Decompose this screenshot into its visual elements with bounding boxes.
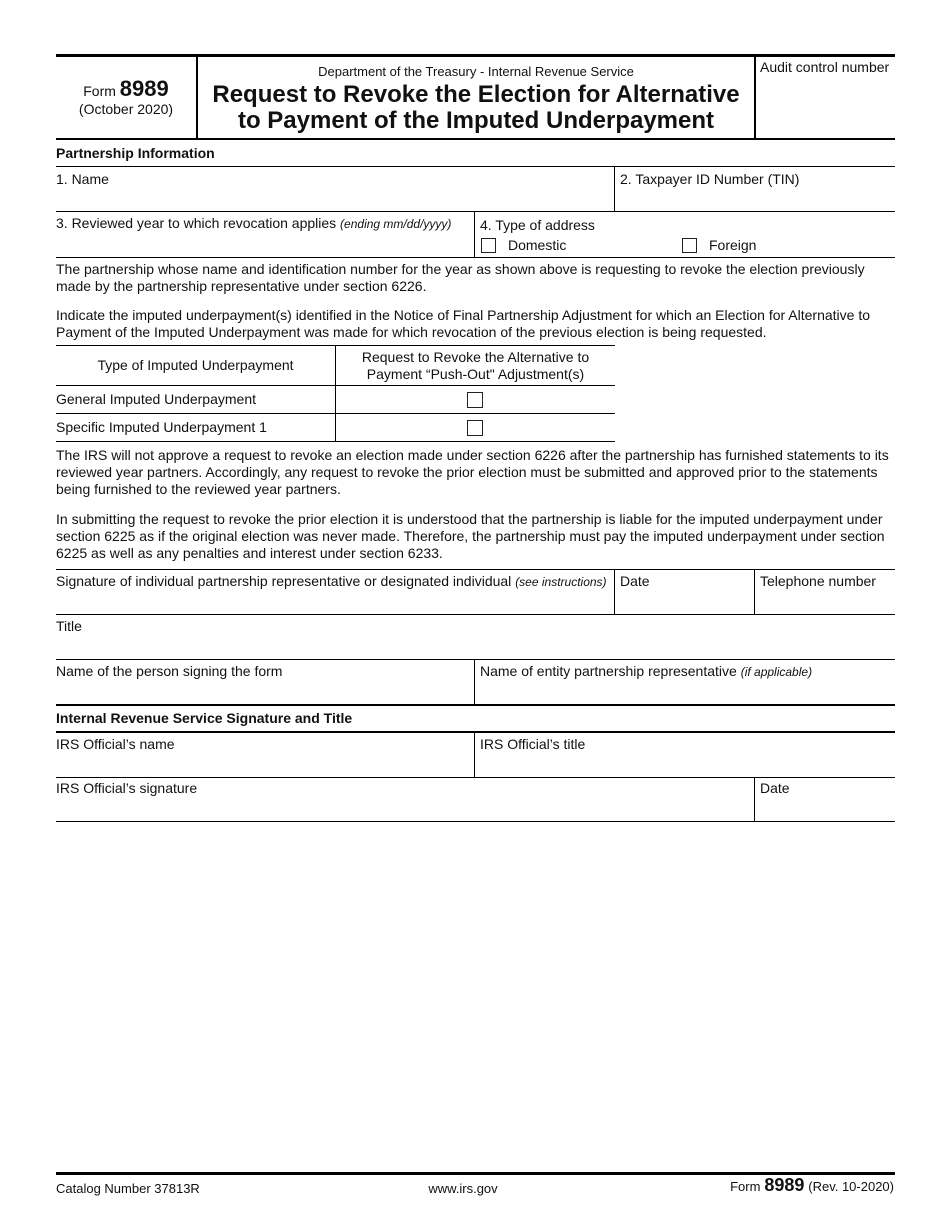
foreign-label: Foreign: [709, 237, 757, 253]
rule: [56, 821, 895, 822]
signature-label: Signature of individual partnership representative or designated individual: [56, 573, 512, 589]
partnership-section-title: Partnership Information: [56, 145, 215, 161]
approval-paragraph: The IRS will not approve a request to revoke an election made under section 6226 after the partnership has furnished statements to its reviewed year partners. Accordingly, any request to revoke the prior election must be submitted and approved prior to the statements being furnished to the reviewed year partners.: [56, 447, 889, 497]
rule: [56, 166, 895, 167]
footer-form-number: 8989: [764, 1175, 805, 1195]
footer-revision: (Rev. 10-2020): [808, 1179, 894, 1194]
divider: [474, 660, 475, 704]
address-type-label: 4. Type of address: [480, 217, 595, 233]
footer-form-label: Form: [730, 1179, 761, 1194]
irs-section-title: Internal Revenue Service Signature and Title: [56, 710, 353, 726]
divider: [754, 570, 755, 614]
agency-name: Department of the Treasury - Internal Revenue Service: [318, 64, 634, 79]
catalog-number: Catalog Number 37813R: [56, 1181, 200, 1196]
reviewed-year-label: 3. Reviewed year to which revocation applies: [56, 215, 337, 231]
title-field[interactable]: Title: [56, 618, 82, 634]
header-bottom-rule: [56, 138, 895, 140]
rule: [56, 731, 895, 733]
rule: [56, 659, 895, 660]
rule: [56, 569, 895, 570]
footer-form-id: [730, 1175, 894, 1196]
form-title-line1: Request to Revoke the Election for Alternative: [212, 81, 740, 108]
table-col1-header: Type of Imputed Underpayment: [97, 357, 294, 373]
rule: [56, 211, 895, 212]
rule: [56, 441, 615, 442]
rule: [56, 777, 895, 778]
signature-field[interactable]: [56, 573, 607, 591]
general-underpayment-checkbox[interactable]: [467, 392, 483, 408]
form-id: [56, 76, 196, 102]
liability-paragraph: In submitting the request to revoke the prior election it is understood that the partnership is liable for the imputed underpayment under section 6225 as if the original election was never made. Therefore, the partnership must pay the imputed underpayment under section 6225 as well as any penalties and interest under section 6233.: [56, 511, 885, 561]
entity-hint: (if applicable): [740, 665, 813, 679]
specific-underpayment-checkbox[interactable]: [467, 420, 483, 436]
divider: [474, 733, 475, 777]
name-field[interactable]: 1. Name: [56, 171, 109, 187]
domestic-checkbox[interactable]: [481, 238, 496, 253]
rule: [56, 257, 895, 258]
irs-official-name-field[interactable]: IRS Official’s name: [56, 736, 175, 752]
audit-control-number-field[interactable]: Audit control number: [760, 59, 890, 75]
reviewed-year-field[interactable]: [56, 215, 451, 233]
table-col2-header-line1: Request to Revoke the Alternative to: [361, 349, 590, 365]
form-label: Form: [83, 83, 116, 99]
telephone-field[interactable]: Telephone number: [760, 573, 876, 589]
instructions-paragraph: Indicate the imputed underpayment(s) identified in the Notice of Final Partnership Adjustment for which an Election for Alternative to Payment of the Imputed Underpayment was made for which revocation of the previous election is being requested.: [56, 307, 870, 340]
entity-label: Name of entity partnership representative: [480, 663, 737, 679]
domestic-label: Domestic: [508, 237, 567, 253]
tin-field[interactable]: 2. Taxpayer ID Number (TIN): [620, 171, 800, 187]
foreign-checkbox[interactable]: [682, 238, 697, 253]
header-top-rule: [56, 54, 895, 57]
rule: [56, 704, 895, 706]
divider: [614, 570, 615, 614]
reviewed-year-hint: (ending mm/dd/yyyy): [340, 217, 452, 231]
divider: [614, 166, 615, 212]
table-col2-header-line2: Payment “Push-Out" Adjustment(s): [366, 366, 585, 382]
form-date: (October 2020): [78, 101, 174, 117]
irs-date-field[interactable]: Date: [760, 780, 790, 796]
signer-name-field[interactable]: Name of the person signing the form: [56, 663, 283, 679]
divider: [754, 778, 755, 822]
header-divider-right: [754, 57, 756, 139]
table-row: General Imputed Underpayment: [56, 391, 256, 407]
signature-hint: (see instructions): [515, 575, 607, 589]
table-row: Specific Imputed Underpayment 1: [56, 419, 267, 435]
irs-official-title-field[interactable]: IRS Official’s title: [480, 736, 586, 752]
irs-official-signature-field[interactable]: IRS Official’s signature: [56, 780, 198, 796]
website-link[interactable]: www.irs.gov: [428, 1181, 498, 1196]
entity-representative-field[interactable]: [480, 663, 812, 681]
form-number: 8989: [119, 76, 169, 101]
rule: [56, 385, 615, 386]
rule: [56, 614, 895, 615]
form-title-line2: to Payment of the Imputed Underpayment: [237, 107, 715, 134]
intro-paragraph: The partnership whose name and identification number for the year as shown above is requesting to revoke the election previously made by the partnership representative under section 6226.: [56, 261, 865, 294]
divider: [474, 212, 475, 258]
signature-date-field[interactable]: Date: [620, 573, 650, 589]
rule: [56, 413, 615, 414]
